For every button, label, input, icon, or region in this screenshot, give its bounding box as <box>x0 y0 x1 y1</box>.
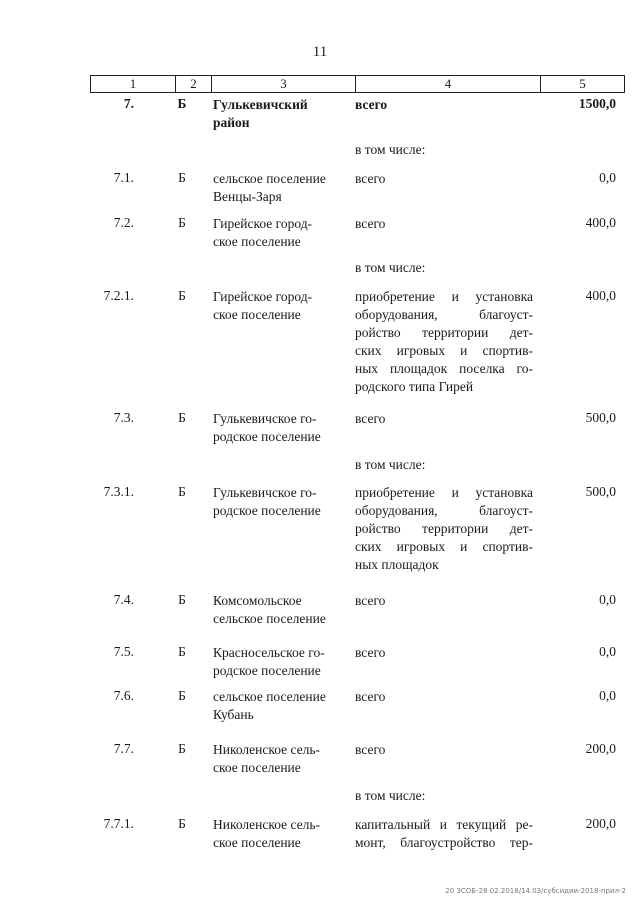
row-number: 7.4. <box>113 592 134 607</box>
row-category: Б <box>178 644 186 659</box>
row-purpose: приобретение и установка оборудования, благоуст- ройство территории дет- ских игровых и спортив- ных площадок поселка го- родского типа Гирей <box>355 289 533 394</box>
row-recipient: сельское поселение Кубань <box>213 689 326 722</box>
row-purpose: всего <box>355 742 386 757</box>
row-category: Б <box>178 170 186 185</box>
footer-stamp: 20 ЗСОБ-28 02.2018/14.03/субсидии-2018-прил-2 <box>445 887 626 895</box>
row-category: Б <box>178 688 186 703</box>
row-purpose: всего <box>355 216 386 231</box>
row-purpose: всего <box>355 645 386 660</box>
row-purpose: всего <box>355 171 386 186</box>
row-amount: 200,0 <box>585 816 616 831</box>
col-header-3: 3 <box>280 76 287 91</box>
row-recipient: Комсомольское сельское поселение <box>213 593 326 626</box>
row-recipient: Гирейское город- ское поселение <box>213 216 313 249</box>
row-amount: 0,0 <box>599 688 616 703</box>
row-amount: 0,0 <box>599 170 616 185</box>
row-number: 7.2.1. <box>103 288 134 303</box>
row-recipient: Гулькевичское го- родское поселение <box>213 485 321 518</box>
row-recipient: Гулькевичское го- родское поселение <box>213 411 321 444</box>
row-recipient: Николенское сель- ское поселение <box>213 742 321 775</box>
row-category: Б <box>178 741 186 756</box>
row-category: Б <box>178 410 186 425</box>
col-header-2: 2 <box>190 76 197 91</box>
row-amount: 0,0 <box>599 592 616 607</box>
row-purpose: всего <box>355 689 386 704</box>
row-amount: 200,0 <box>585 741 616 756</box>
col-header-1: 1 <box>129 76 137 91</box>
row-category: Б <box>178 592 186 607</box>
row-number: 7.3.1. <box>103 484 134 499</box>
row-category: Б <box>178 215 186 230</box>
row-number: 7.2. <box>113 215 134 230</box>
row-number: 7.6. <box>113 688 134 703</box>
row-purpose: всего <box>355 593 386 608</box>
row-category: Б <box>177 96 187 111</box>
subtotal-caption: в том числе: <box>355 142 426 157</box>
row-amount: 1500,0 <box>578 96 616 111</box>
subtotal-caption: в том числе: <box>355 788 426 803</box>
row-number: 7. <box>123 96 134 111</box>
row-number: 7.7.1. <box>103 816 134 831</box>
page-number: 11 <box>312 44 328 60</box>
col-header-5: 5 <box>579 76 586 91</box>
row-purpose: капитальный и текущий ре- монт, благоустройство тер- <box>355 817 533 850</box>
row-amount: 500,0 <box>585 410 616 425</box>
row-amount: 400,0 <box>585 215 616 230</box>
row-amount: 500,0 <box>585 484 616 499</box>
column-number-header <box>90 75 625 93</box>
row-recipient: сельское поселение Венцы-Заря <box>213 171 326 204</box>
row-number: 7.5. <box>113 644 134 659</box>
row-purpose: приобретение и установка оборудования, благоуст- ройство территории дет- ских игровых и спортив- ных площадок <box>355 485 533 572</box>
row-category: Б <box>178 816 186 831</box>
subtotal-caption: в том числе: <box>355 457 426 472</box>
row-purpose: всего <box>355 411 386 426</box>
row-recipient: Гирейское город- ское поселение <box>213 289 313 322</box>
row-purpose: всего <box>355 97 388 112</box>
row-number: 7.1. <box>113 170 134 185</box>
row-number: 7.7. <box>113 741 134 756</box>
row-number: 7.3. <box>113 410 134 425</box>
col-header-4: 4 <box>444 76 452 91</box>
subtotal-caption: в том числе: <box>355 260 426 275</box>
row-amount: 400,0 <box>585 288 616 303</box>
row-category: Б <box>178 288 186 303</box>
row-amount: 0,0 <box>599 644 616 659</box>
row-category: Б <box>178 484 186 499</box>
row-recipient: Николенское сель- ское поселение <box>213 817 321 850</box>
row-recipient: Красносельское го- родское поселение <box>213 645 325 678</box>
row-recipient: Гулькевичский район <box>213 97 308 130</box>
